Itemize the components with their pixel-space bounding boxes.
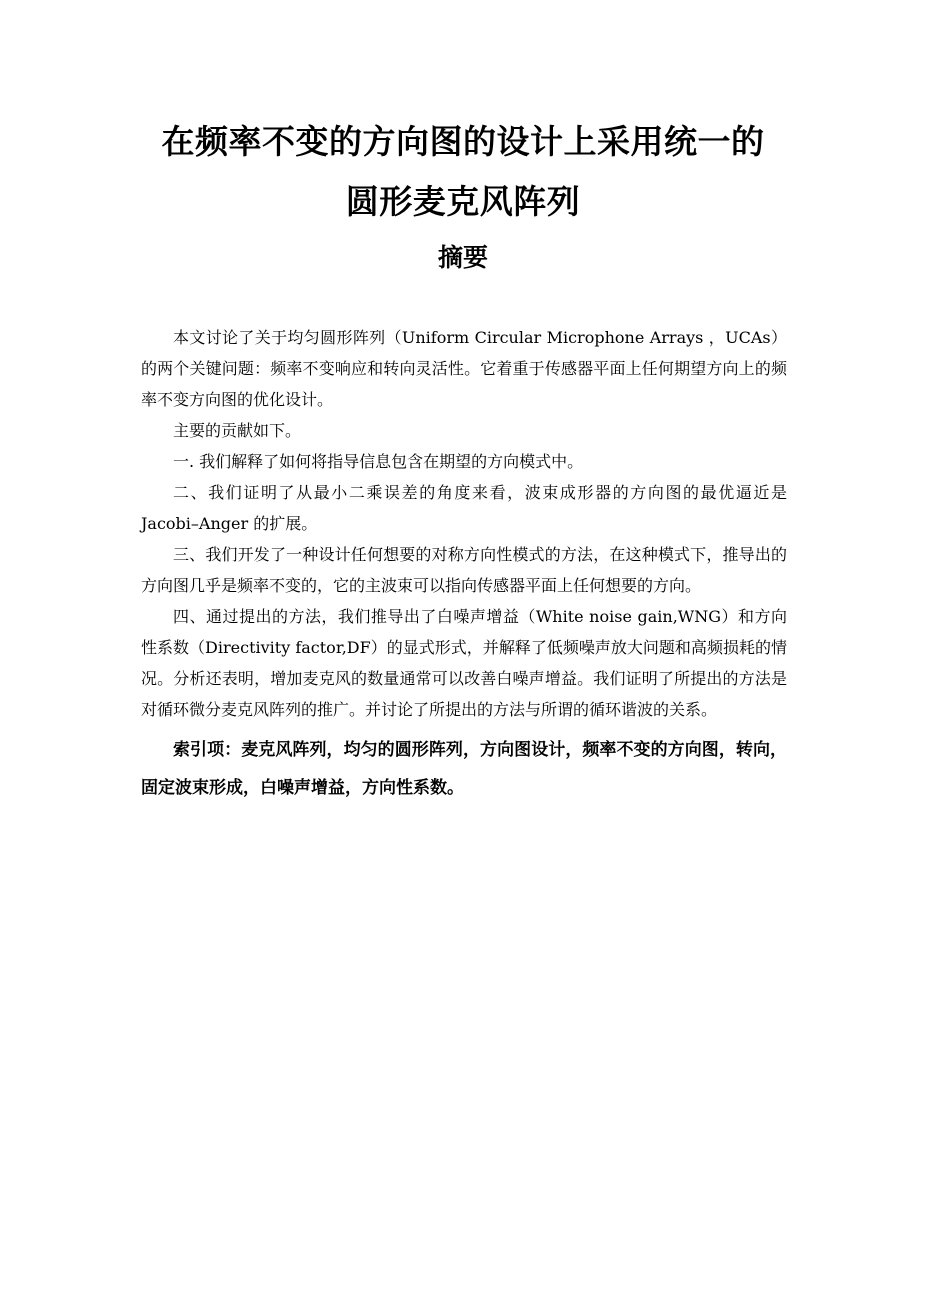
document-title-line-2: 圆形麦克风阵列 xyxy=(345,182,581,221)
document-title-line-1: 在频率不变的方向图的设计上采用统一的 xyxy=(161,122,765,161)
abstract-paragraph-point-1: 一. 我们解释了如何将指导信息包含在期望的方向模式中。 xyxy=(173,452,584,471)
abstract-paragraph-point-4: 四、通过提出的方法，我们推导出了白噪声增益（White noise gain,WNG）和方向性系数（Directivity factor,DF）的显式形式，并解释了低频噪声放大问题和高频损耗的情况。分析还表明，增加麦克风的数量通常可以改善白噪声增益。我们证明了所提出的方法是对循环微分麦克风阵列的推广。并讨论了所提出的方法与所谓的循环谐波的关系。 xyxy=(141,607,787,719)
abstract-paragraph-point-2: 二、我们证明了从最小二乘误差的角度来看，波束成形器的方向图的最优逼近是 Jacobi–Anger 的扩展。 xyxy=(141,483,787,533)
abstract-heading: 摘要 xyxy=(437,243,488,272)
abstract-paragraph-intro: 本文讨论了关于均匀圆形阵列（Uniform Circular Microphone Arrays ，UCAs）的两个关键问题：频率不变响应和转向灵活性。它着重于传感器平面上任何期望方向上的频率不变方向图的优化设计。 xyxy=(141,328,787,409)
abstract-paragraph-contributions: 主要的贡献如下。 xyxy=(173,421,302,440)
abstract-paragraph-point-3: 三、我们开发了一种设计任何想要的对称方向性模式的方法，在这种模式下，推导出的方向图几乎是频率不变的，它的主波束可以指向传感器平面上任何想要的方向。 xyxy=(141,545,787,595)
index-terms: 索引项：麦克风阵列，均匀的圆形阵列，方向图设计，频率不变的方向图，转向，固定波束形成，白噪声增益，方向性系数。 xyxy=(141,740,787,798)
abstract-body xyxy=(141,322,787,807)
